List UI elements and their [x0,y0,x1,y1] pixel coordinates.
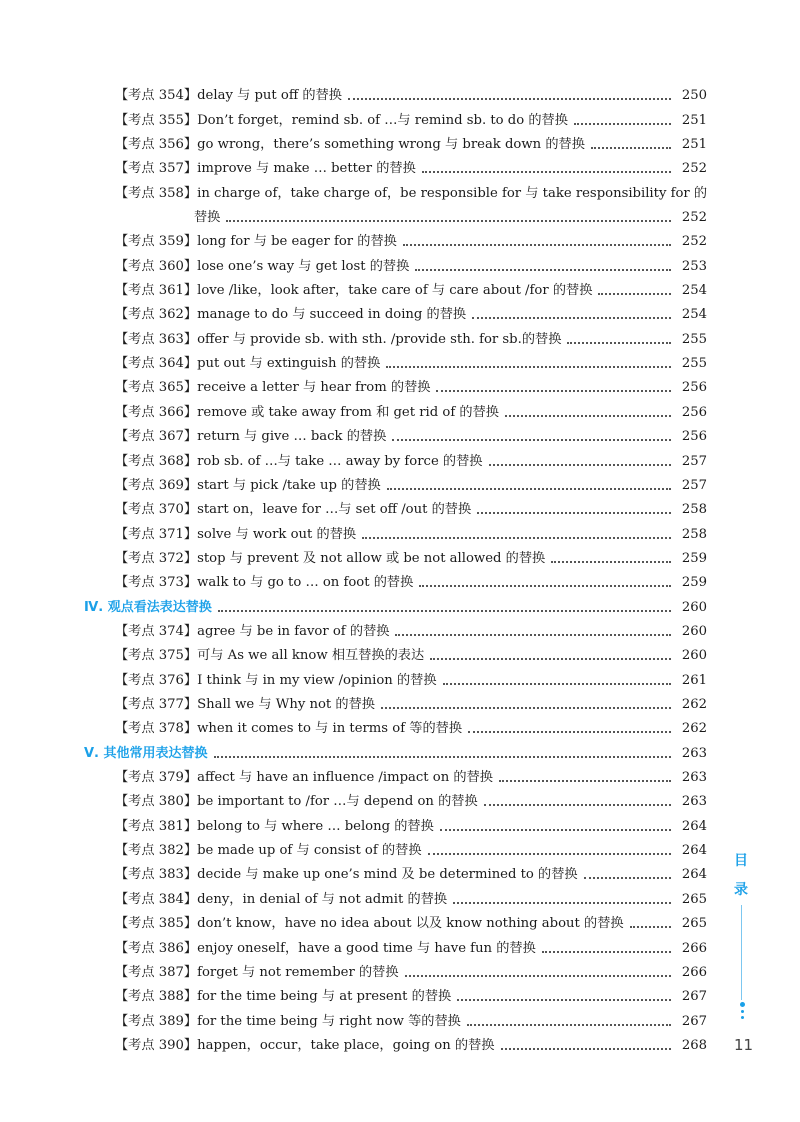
dot-leader [591,146,671,149]
toc-entry-title: 【考点 383】decide 与 make up one’s mind 及 be determined to 的替换 [115,867,578,883]
toc-entry-title: 【考点 365】receive a letter 与 hear from 的替换 [115,380,431,396]
toc-entry-page: 256 [681,404,707,420]
dot-leader [468,730,671,733]
dot-leader [501,1047,672,1050]
toc-entry-page: 260 [681,648,707,664]
toc-entry [115,348,707,372]
dot-leader [436,389,671,392]
toc-entry-title: 【考点 364】put out 与 extinguish 的替换 [115,356,381,372]
toc-entry [115,786,707,810]
dot-leader [381,706,671,709]
toc-entry-title: 【考点 389】for the time being 与 right now 等的替换 [115,1013,461,1029]
toc-entry [115,372,707,396]
dot-leader [598,292,671,295]
toc-entry-title: 【考点 378】when it comes to 与 in terms of 等的替换 [115,721,463,737]
toc-entry-page: 263 [681,794,707,810]
toc-entry-page: 264 [681,867,707,883]
dot-leader [392,438,671,441]
toc-entry-page: 262 [681,721,707,737]
toc-entry-title: 【考点 356】go wrong，there’s something wrong 与 break down 的替换 [115,136,585,152]
toc-entry-page: 252 [681,234,707,250]
toc-entry-page: 254 [681,307,707,323]
dot-leader [387,487,671,490]
dot-leader [386,365,671,368]
toc-entry-title: 【考点 358】in charge of，take charge of，be responsible for 与 take responsibility for 的 [115,185,708,201]
toc-entry [115,543,707,567]
toc-entry-page: 252 [681,161,707,177]
toc-entry-title: 【考点 385】don’t know，have no idea about 以及 know nothing about 的替换 [115,916,624,932]
toc-entry [115,1005,707,1029]
dot-leader [453,901,671,904]
toc-entry-page: 257 [681,477,707,493]
toc-entry-title: 【考点 381】belong to 与 where … belong 的替换 [115,818,434,834]
dot-leader [443,682,671,685]
toc-entry-title: 【考点 366】remove 或 take away from 和 get rid of 的替换 [115,404,499,420]
toc-entry [115,518,707,542]
toc-entry-page: 255 [681,331,707,347]
toc-entry [115,884,707,908]
toc-entry-title: 【考点 357】improve 与 make … better 的替换 [115,161,416,177]
toc-entry-page: 253 [681,258,707,274]
toc-entry-page: 263 [681,770,707,786]
toc-entry [194,202,707,226]
page-number: 11 [734,1036,754,1054]
toc-entry-title: 【考点 371】solve 与 work out 的替换 [115,526,357,542]
toc-entry-title: 【考点 363】offer 与 provide sb. with sth. /provide sth. for sb.的替换 [115,331,562,347]
toc-entry-page: 265 [681,916,707,932]
toc-entry [115,275,707,299]
toc-entry-page: 261 [681,672,707,688]
toc-entry-page: 256 [681,429,707,445]
toc-entry-title: 【考点 367】return 与 give … back 的替换 [115,429,387,445]
toc-section-heading [84,591,707,615]
toc-entry-page: 257 [681,453,707,469]
dot-leader [395,633,671,636]
toc-entry [115,616,707,640]
toc-entry [115,932,707,956]
toc-entry-title: 【考点 370】start on，leave for …与 set off /out 的替换 [115,502,472,518]
toc-entry-page: 264 [681,843,707,859]
dot-leader [457,998,671,1001]
toc-entry [115,908,707,932]
toc-entry [115,494,707,518]
toc-entry-title: 【考点 373】walk to 与 go to … on foot 的替换 [115,575,414,591]
dot-leader [630,925,671,928]
toc-entry-page: 265 [681,891,707,907]
toc-entry-page: 254 [681,283,707,299]
toc-entry [115,567,707,591]
toc-entry-title: Ⅴ. 其他常用表达替换 [84,745,208,761]
toc-entry [115,811,707,835]
toc-entry-page: 263 [681,745,707,761]
sidebar-title-char-2: 录 [734,882,748,898]
sidebar-dots [739,1002,745,1024]
dot-leader [477,511,671,514]
toc-entry-title: 【考点 360】lose one’s way 与 get lost 的替换 [115,258,410,274]
toc-entry-title: 【考点 379】affect 与 have an influence /impact on 的替换 [115,770,493,786]
toc-entry-page: 266 [681,940,707,956]
toc-entry [115,713,707,737]
dot-leader [467,1023,671,1026]
toc-entry-title: 替换 [194,210,221,226]
sidebar-divider [741,905,742,1000]
dot-leader [489,463,672,466]
toc-entry [115,80,707,104]
toc-entry-title: 【考点 375】可与 As we all know 相互替换的表达 [115,648,425,664]
dot-leader [567,341,671,344]
dot-leader [422,170,671,173]
dot-leader [551,560,671,563]
toc-entry [115,104,707,128]
toc-entry [115,835,707,859]
dot-leader [419,584,671,587]
toc-entry-title: 【考点 390】happen，occur，take place，going on 的替换 [115,1037,495,1053]
dot-leader [214,755,671,758]
toc-entry-page: 255 [681,356,707,372]
toc-entry-page: 264 [681,818,707,834]
toc-entry-page: 266 [681,964,707,980]
toc-entry [115,981,707,1005]
toc-entry-title: 【考点 359】long for 与 be eager for 的替换 [115,234,397,250]
toc-entry-page: 256 [681,380,707,396]
toc-entry [115,421,707,445]
toc-entry-page: 252 [681,210,707,226]
toc-entry-page: 267 [681,1013,707,1029]
dot-leader [415,268,671,271]
toc-entry-page: 260 [681,623,707,639]
toc-entry-title: 【考点 386】enjoy oneself，have a good time 与 have fun 的替换 [115,940,536,956]
toc-entry-title: 【考点 372】stop 与 prevent 及 not allow 或 be not allowed 的替换 [115,550,546,566]
toc-entry [115,445,707,469]
dot-leader [218,609,671,612]
toc-entry [115,299,707,323]
sidebar-title-char-1: 目 [734,853,748,869]
toc-entry [115,153,707,177]
toc-entry-page: 258 [681,502,707,518]
toc-entry-title: 【考点 362】manage to do 与 succeed in doing 的替换 [115,307,467,323]
dot-leader [440,828,671,831]
toc-entry-title: 【考点 387】forget 与 not remember 的替换 [115,964,399,980]
dot-leader [428,852,671,855]
dot-leader [574,122,671,125]
toc-entry [115,470,707,494]
toc-entry-title: 【考点 376】I think 与 in my view /opinion 的替换 [115,672,437,688]
toc-entry [115,640,707,664]
toc-entry-title: 【考点 380】be important to /for …与 depend on 的替换 [115,794,478,810]
toc-entry-title: Ⅳ. 观点看法表达替换 [84,599,212,615]
dot-leader [484,803,671,806]
toc-entry-title: 【考点 388】for the time being 与 at present 的替换 [115,989,452,1005]
toc-entry-page: 268 [681,1037,707,1053]
toc-entry [115,324,707,348]
toc-entry [115,664,707,688]
toc-entry-page: 258 [681,526,707,542]
toc-entry [115,762,707,786]
toc-entry-title: 【考点 384】deny，in denial of 与 not admit 的替换 [115,891,448,907]
toc-entry-title: 【考点 354】delay 与 put off 的替换 [115,88,342,104]
toc-entry [115,129,707,153]
dot-leader [226,219,671,222]
toc-entry-title: 【考点 368】rob sb. of …与 take … away by force 的替换 [115,453,483,469]
toc-entry-title: 【考点 369】start 与 pick /take up 的替换 [115,477,381,493]
toc-entry-title: 【考点 355】Don’t forget，remind sb. of …与 remind sb. to do 的替换 [115,112,568,128]
dot-leader [405,974,671,977]
dot-leader [584,876,671,879]
toc-entry-page: 262 [681,697,707,713]
toc-entry-title: 【考点 374】agree 与 be in favor of 的替换 [115,623,390,639]
toc-entry-page: 267 [681,989,707,1005]
toc-entry [115,177,707,201]
dot-leader [499,779,671,782]
toc-entry [115,689,707,713]
toc-entry-page: 260 [681,599,707,615]
dot-leader [505,414,671,417]
dot-leader [403,243,671,246]
toc-entry-title: 【考点 377】Shall we 与 Why not 的替换 [115,697,375,713]
toc-section-heading [84,737,707,761]
toc-entry-page: 250 [681,88,707,104]
dot-leader [430,657,671,660]
dot-leader [348,97,671,100]
toc-entry [115,1030,707,1054]
dot-leader [472,316,671,319]
toc-entry [115,397,707,421]
toc-entry-title: 【考点 361】love /like，look after，take care of 与 care about /for 的替换 [115,283,593,299]
toc-entry-title: 【考点 382】be made up of 与 consist of 的替换 [115,843,422,859]
toc-entry [115,250,707,274]
toc-entry [115,957,707,981]
toc-entry [115,859,707,883]
toc-entry-page: 259 [681,550,707,566]
dot-leader [542,950,671,953]
toc-entry-page: 251 [681,136,707,152]
toc-entry-page: 259 [681,575,707,591]
dot-leader [362,536,671,539]
toc-entry-page: 251 [681,112,707,128]
toc-entry [115,226,707,250]
